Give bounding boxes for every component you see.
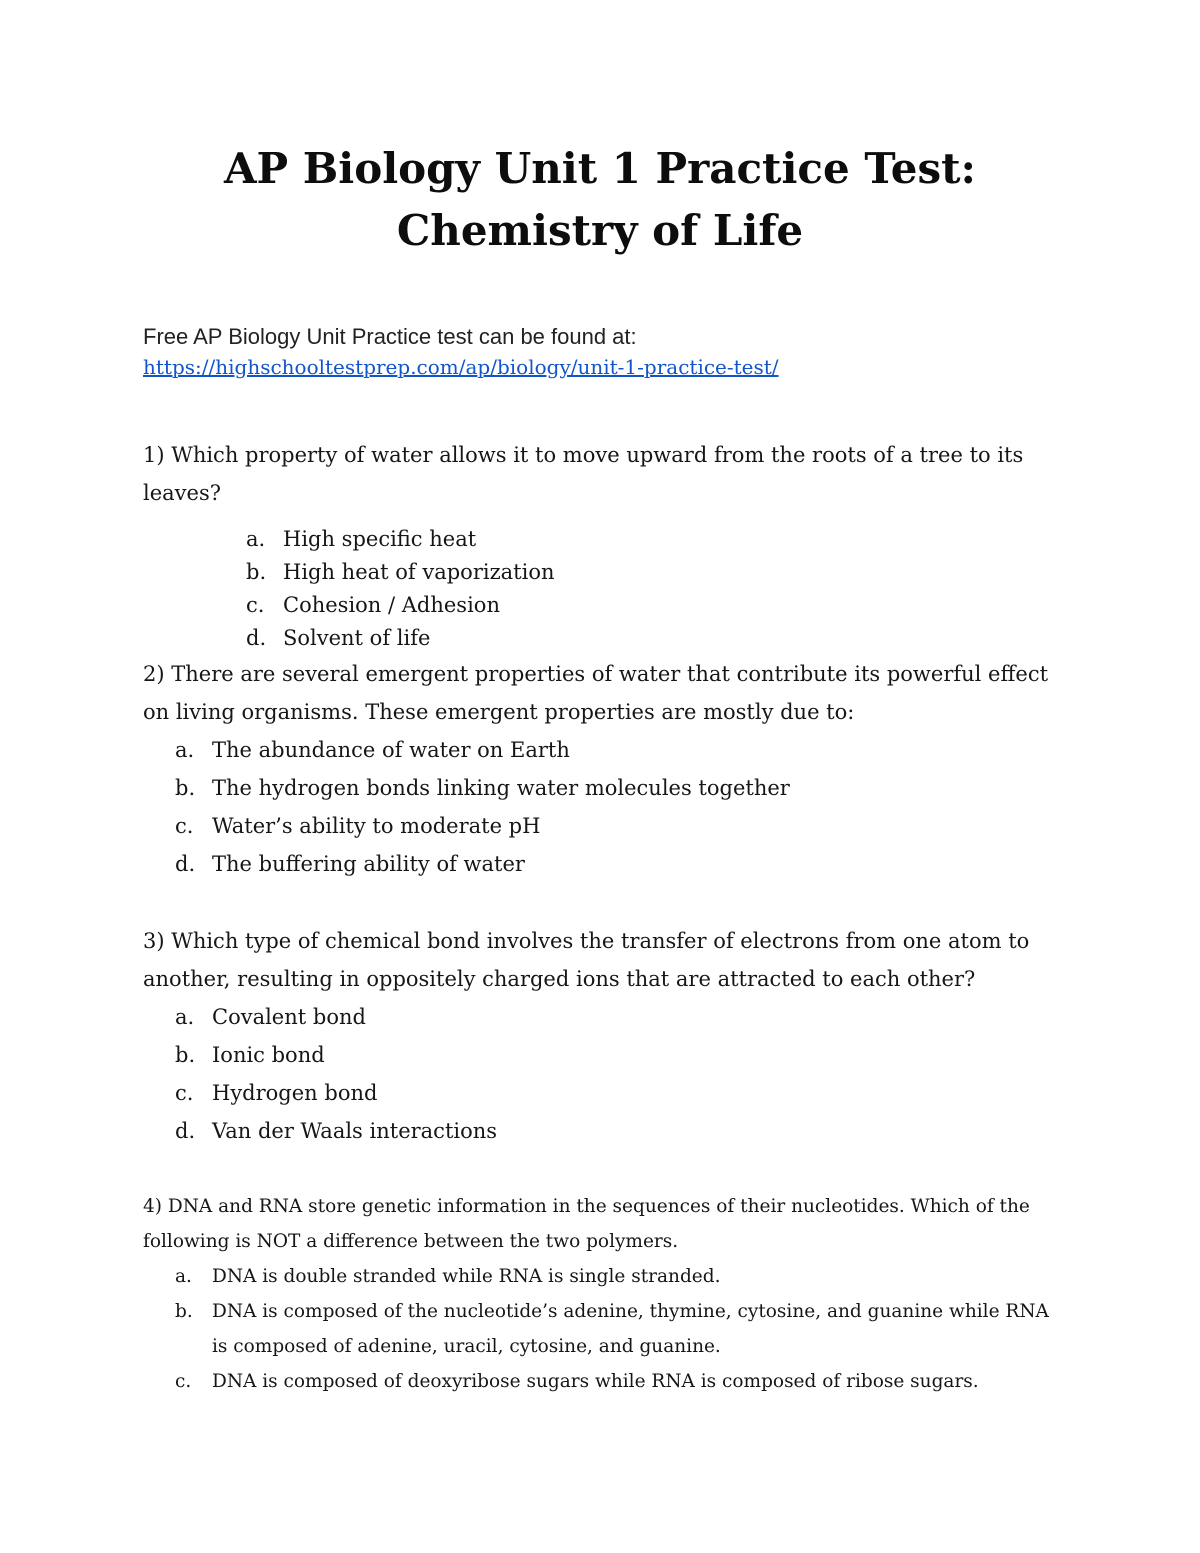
option-text: Covalent bond <box>212 1005 366 1029</box>
question-3 <box>143 922 1063 1150</box>
question-4 <box>143 1189 1063 1399</box>
option-letter: c. <box>175 1371 192 1392</box>
intro-text: Free AP Biology Unit Practice test can be found at: <box>143 324 637 349</box>
question-2 <box>143 655 1063 883</box>
option-letter: a. <box>175 1005 195 1029</box>
option-letter: a. <box>246 527 266 551</box>
option-item <box>143 523 1063 556</box>
option-list <box>143 731 1063 883</box>
option-item <box>143 1112 1063 1150</box>
option-item <box>143 998 1063 1036</box>
option-text: Ionic bond <box>212 1043 325 1067</box>
option-letter: b. <box>246 560 267 584</box>
option-letter: c. <box>175 814 194 838</box>
option-letter: c. <box>246 593 265 617</box>
practice-test-link[interactable]: https://highschooltestprep.com/ap/biology/unit-1-practice-test/ <box>143 355 779 379</box>
question-text: 3) Which type of chemical bond involves the transfer of electrons from one atom to another, resulting in oppositely charged ions that are attracted to each other? <box>143 929 1030 991</box>
option-text: DNA is composed of the nucleotide’s adenine, thymine, cytosine, and guanine while RNA is composed of adenine, uracil, cytosine, and guanine. <box>212 1301 1049 1357</box>
option-text: Solvent of life <box>283 626 431 650</box>
option-list <box>143 998 1063 1150</box>
option-item <box>143 589 1063 622</box>
option-letter: b. <box>175 776 196 800</box>
option-text: Water’s ability to moderate pH <box>212 814 541 838</box>
option-text: Cohesion / Adhesion <box>283 593 500 617</box>
option-item <box>143 769 1063 807</box>
option-letter: b. <box>175 1043 196 1067</box>
option-text: Hydrogen bond <box>212 1081 378 1105</box>
question-text: 1) Which property of water allows it to move upward from the roots of a tree to its leaves? <box>143 443 1024 505</box>
option-text: The hydrogen bonds linking water molecules together <box>212 776 790 800</box>
option-item <box>143 845 1063 883</box>
option-text: High specific heat <box>283 527 477 551</box>
option-text: High heat of vaporization <box>283 560 555 584</box>
intro-block <box>143 322 1063 382</box>
option-letter: a. <box>175 1266 192 1287</box>
question-text: 4) DNA and RNA store genetic information in the sequences of their nucleotides. Which of the following is NOT a difference between the two polymers. <box>143 1196 1030 1252</box>
option-item <box>143 731 1063 769</box>
question-1 <box>143 436 1063 655</box>
option-list <box>143 523 1063 655</box>
option-letter: d. <box>246 626 267 650</box>
option-item <box>143 556 1063 589</box>
option-item <box>143 1364 1063 1399</box>
option-text: The buffering ability of water <box>212 852 525 876</box>
option-item <box>143 622 1063 655</box>
option-letter: d. <box>175 852 196 876</box>
option-letter: b. <box>175 1301 193 1322</box>
question-text: 2) There are several emergent properties of water that contribute its powerful effect on living organisms. These emergent properties are mostly due to: <box>143 662 1049 724</box>
option-text: Van der Waals interactions <box>212 1119 498 1143</box>
option-text: The abundance of water on Earth <box>212 738 570 762</box>
page-title: AP Biology Unit 1 Practice Test: Chemistry of Life <box>223 144 977 255</box>
option-text: DNA is composed of deoxyribose sugars while RNA is composed of ribose sugars. <box>212 1371 979 1392</box>
option-item <box>143 1294 1063 1364</box>
option-item <box>143 807 1063 845</box>
option-letter: a. <box>175 738 195 762</box>
option-text: DNA is double stranded while RNA is single stranded. <box>212 1266 721 1287</box>
option-letter: c. <box>175 1081 194 1105</box>
option-list <box>143 1259 1063 1399</box>
option-item <box>143 1074 1063 1112</box>
option-item <box>143 1036 1063 1074</box>
option-letter: d. <box>175 1119 196 1143</box>
option-item <box>143 1259 1063 1294</box>
